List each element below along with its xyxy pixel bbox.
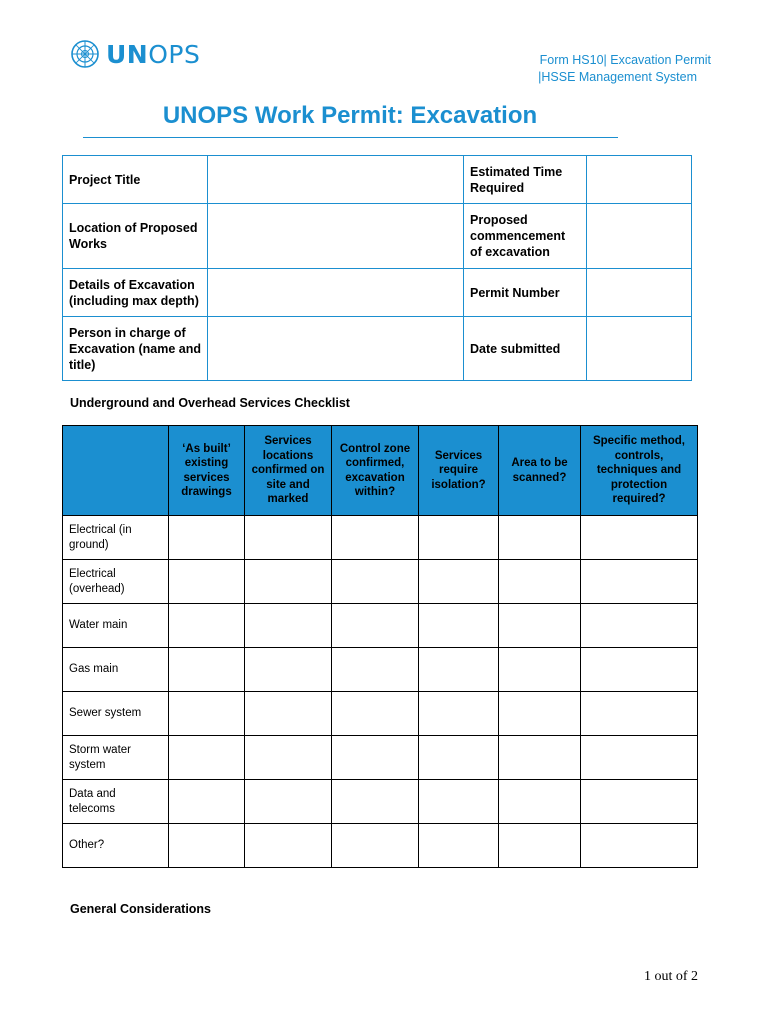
checklist-cell[interactable] <box>245 692 332 736</box>
table-row <box>63 780 698 824</box>
form-reference <box>538 52 711 86</box>
column-header: Control zone confirmed, excavation within? <box>332 426 419 516</box>
location-field[interactable] <box>208 204 464 269</box>
checklist-cell[interactable] <box>581 692 698 736</box>
table-row <box>63 317 692 381</box>
column-header: Specific method, controls, techniques and protection required? <box>581 426 698 516</box>
checklist-cell[interactable] <box>419 516 499 560</box>
location-label: Location of Proposed Works <box>63 204 208 269</box>
commencement-label: Proposed commencement of excavation <box>464 204 587 269</box>
details-field[interactable] <box>208 269 464 317</box>
checklist-cell[interactable] <box>245 516 332 560</box>
table-row <box>63 692 698 736</box>
checklist-cell[interactable] <box>581 648 698 692</box>
checklist-cell[interactable] <box>332 692 419 736</box>
checklist-cell[interactable] <box>419 604 499 648</box>
person-in-charge-label: Person in charge of Excavation (name and title) <box>63 317 208 381</box>
column-header: ‘As built’ existing services drawings <box>169 426 245 516</box>
permit-info-table <box>62 155 692 381</box>
checklist-cell[interactable] <box>245 648 332 692</box>
checklist-cell[interactable] <box>332 516 419 560</box>
form-ref-line2: |HSSE Management System <box>538 70 697 84</box>
project-title-field[interactable] <box>208 156 464 204</box>
logo-wordmark: UNOPS <box>106 39 201 69</box>
column-header: Services locations confirmed on site and marked <box>245 426 332 516</box>
checklist-cell[interactable] <box>169 560 245 604</box>
general-considerations-heading: General Considerations <box>70 902 212 916</box>
date-submitted-label: Date submitted <box>464 317 587 381</box>
checklist-cell[interactable] <box>499 824 581 868</box>
checklist-corner-cell <box>63 426 169 516</box>
checklist-cell[interactable] <box>499 516 581 560</box>
date-submitted-field[interactable] <box>587 317 692 381</box>
form-ref-line1: Form HS10| Excavation Permit <box>539 53 711 67</box>
checklist-cell[interactable] <box>169 648 245 692</box>
checklist-cell[interactable] <box>581 780 698 824</box>
checklist-cell[interactable] <box>499 604 581 648</box>
checklist-cell[interactable] <box>332 560 419 604</box>
checklist-cell[interactable] <box>245 780 332 824</box>
checklist-cell[interactable] <box>499 736 581 780</box>
row-label: Data and telecoms <box>63 780 169 824</box>
row-label: Water main <box>63 604 169 648</box>
checklist-cell[interactable] <box>332 604 419 648</box>
document-title: UNOPS Work Permit: Excavation <box>162 102 538 129</box>
checklist-header-row <box>63 426 698 516</box>
checklist-cell[interactable] <box>245 604 332 648</box>
table-row <box>63 204 692 269</box>
details-label: Details of Excavation (including max depth) <box>63 269 208 317</box>
row-label: Electrical (overhead) <box>63 560 169 604</box>
permit-number-field[interactable] <box>587 269 692 317</box>
checklist-cell[interactable] <box>581 824 698 868</box>
row-label: Other? <box>63 824 169 868</box>
table-row <box>63 736 698 780</box>
checklist-cell[interactable] <box>419 560 499 604</box>
checklist-cell[interactable] <box>332 648 419 692</box>
checklist-cell[interactable] <box>419 780 499 824</box>
estimated-time-field[interactable] <box>587 156 692 204</box>
checklist-cell[interactable] <box>499 780 581 824</box>
checklist-cell[interactable] <box>499 648 581 692</box>
checklist-cell[interactable] <box>332 780 419 824</box>
checklist-cell[interactable] <box>419 692 499 736</box>
table-row <box>63 648 698 692</box>
project-title-label: Project Title <box>63 156 208 204</box>
row-label: Gas main <box>63 648 169 692</box>
un-emblem-icon <box>70 39 100 69</box>
checklist-cell[interactable] <box>245 560 332 604</box>
checklist-cell[interactable] <box>169 516 245 560</box>
checklist-cell[interactable] <box>245 736 332 780</box>
row-label: Sewer system <box>63 692 169 736</box>
checklist-cell[interactable] <box>499 692 581 736</box>
checklist-cell[interactable] <box>332 736 419 780</box>
checklist-cell[interactable] <box>581 736 698 780</box>
checklist-heading: Underground and Overhead Services Checklist <box>70 396 350 410</box>
table-row <box>63 604 698 648</box>
page-number: 1 out of 2 <box>643 969 698 984</box>
checklist-cell[interactable] <box>169 692 245 736</box>
checklist-cell[interactable] <box>169 604 245 648</box>
checklist-cell[interactable] <box>581 560 698 604</box>
person-in-charge-field[interactable] <box>208 317 464 381</box>
permit-number-label: Permit Number <box>464 269 587 317</box>
table-row <box>63 269 692 317</box>
checklist-cell[interactable] <box>245 824 332 868</box>
checklist-cell[interactable] <box>581 604 698 648</box>
checklist-cell[interactable] <box>581 516 698 560</box>
checklist-cell[interactable] <box>169 736 245 780</box>
checklist-cell[interactable] <box>169 824 245 868</box>
commencement-field[interactable] <box>587 204 692 269</box>
table-row <box>63 560 698 604</box>
checklist-cell[interactable] <box>499 560 581 604</box>
checklist-cell[interactable] <box>169 780 245 824</box>
column-header: Services require isolation? <box>419 426 499 516</box>
table-row <box>63 824 698 868</box>
row-label: Storm water system <box>63 736 169 780</box>
checklist-cell[interactable] <box>332 824 419 868</box>
checklist-cell[interactable] <box>419 648 499 692</box>
unops-logo <box>70 38 200 70</box>
title-underline <box>83 137 618 138</box>
table-row <box>63 156 692 204</box>
row-label: Electrical (in ground) <box>63 516 169 560</box>
checklist-cell[interactable] <box>419 736 499 780</box>
column-header: Area to be scanned? <box>499 426 581 516</box>
estimated-time-label: Estimated Time Required <box>464 156 587 204</box>
table-row <box>63 516 698 560</box>
checklist-cell[interactable] <box>419 824 499 868</box>
services-checklist-table <box>62 425 698 868</box>
